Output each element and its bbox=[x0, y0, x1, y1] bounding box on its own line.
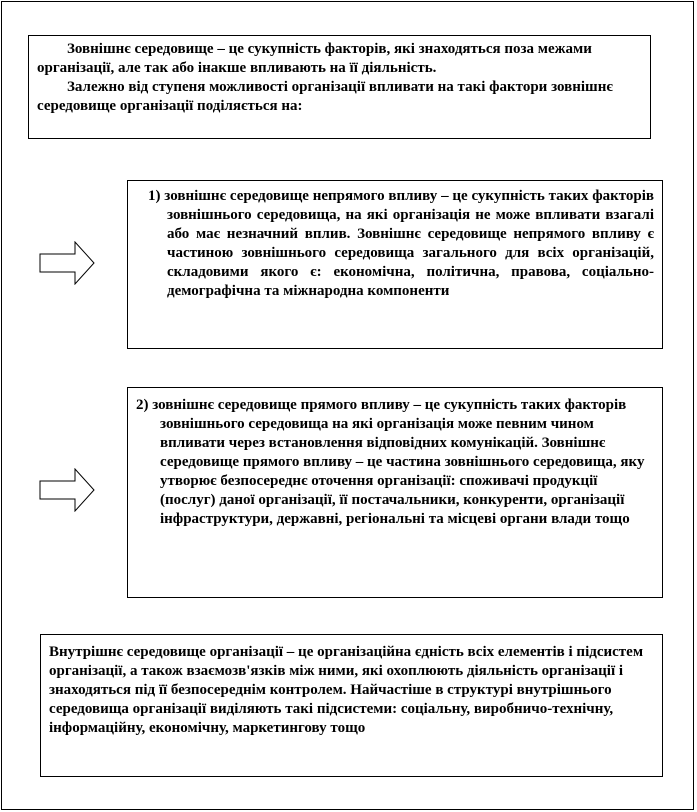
right-arrow-icon bbox=[39, 241, 95, 285]
indirect-influence-box bbox=[127, 180, 663, 349]
internal-environment-box bbox=[40, 634, 663, 777]
intro-box bbox=[28, 35, 651, 139]
right-arrow-icon bbox=[39, 468, 95, 512]
internal-environment-text: Внутрішнє середовище організації – це організаційна єдність всіх елементів і підсистем організації, а також взаємозв'язків між ними, які охоплюють діяльність організації і знаходяться під її безпосереднім контролем. Найчастіше в структурі внутрішнього середовища організації виділяють такі підсистеми: соціальну, виробничо-технічну, інформаційну, економічну, маркетингову тощо bbox=[49, 644, 644, 736]
intro-definition: Зовнішнє середовище – це сукупність факторів, які знаходяться поза межами організації, але так або інакше впливають на її діяльність. bbox=[37, 41, 592, 76]
indirect-influence-text: 1) зовнішнє середовище непрямого впливу – це сукупність таких факторів зовнішнього середовища, на які організація не може впливати взагалі або має незначний вплив. Зовнішнє середовище непрямого впливу є частиною зовнішнього середовища загального для всіх організацій, складовими якого є: економічна, політична, правова, соціально-демографічна та міжнародна компоненти bbox=[148, 188, 654, 299]
direct-influence-text: 2) зовнішнє середовище прямого впливу – це сукупність таких факторів зовнішнього середовища на які організація може певним чином впливати через встановлення відповідних комунікацій. Зовнішнє середовище прямого впливу – це частина зовнішнього середовища, яку утворює безпосереднє оточення організації: споживачі продукції (послуг) даної організації, її постачальники, конкуренти, організації інфраструктури, державні, регіональні та місцеві органи влади тощо bbox=[136, 397, 645, 527]
direct-influence-box bbox=[127, 387, 663, 598]
intro-classification: Залежно від ступеня можливості організації впливати на такі фактори зовнішнє середовище організації поділяється на: bbox=[37, 79, 613, 114]
